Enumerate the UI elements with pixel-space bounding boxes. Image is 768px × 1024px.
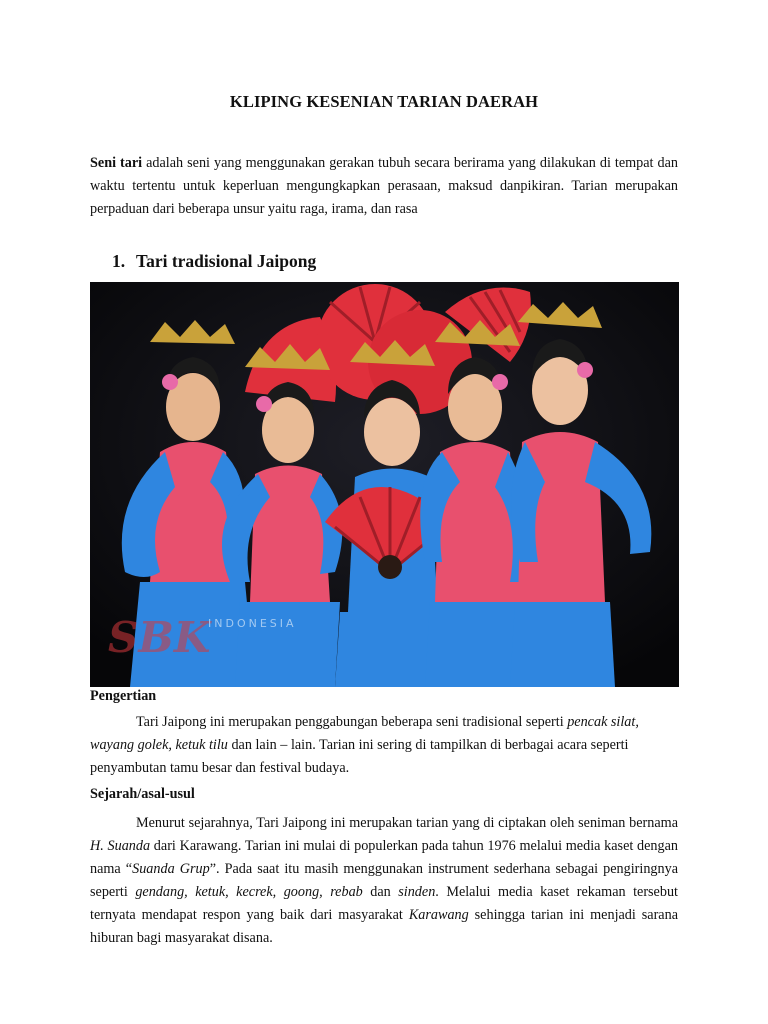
section-title: Tari tradisional Jaipong — [136, 251, 317, 271]
sejarah-heading: Sejarah/asal-usul — [90, 786, 195, 802]
sejarah-text-3: ”. Pada saat itu masih menggunakan instrument sederhana sebagai pengiringnya seperti — [90, 861, 678, 900]
sejarah-text-4: dan — [362, 884, 399, 900]
sejarah-italic-4: sinden — [398, 884, 436, 900]
dancers-illustration — [90, 282, 679, 687]
intro-term: Seni tari — [90, 155, 143, 171]
sejarah-italic-3: gendang, ketuk, kecrek, goong, rebab — [135, 884, 363, 900]
pengertian-paragraph — [90, 711, 678, 780]
intro-text: adalah seni yang menggunakan gerakan tubuh secara berirama yang dilakukan di tempat dan waktu tertentu untuk keperluan mengungkapkan perasaan, maksud danpikiran. Tarian merupakan perpaduan dari beberapa unsur yaitu raga, irama, dan rasa — [90, 155, 678, 217]
page-title: KLIPING KESENIAN TARIAN DAERAH — [229, 92, 539, 111]
sejarah-italic-1: H. Suanda — [90, 838, 151, 854]
pengertian-text-1: Tari Jaipong ini merupakan penggabungan beberapa seni tradisional seperti — [136, 714, 568, 730]
dancers-photo — [90, 282, 679, 687]
intro-paragraph — [90, 152, 678, 221]
sejarah-text-1: Menurut sejarahnya, Tari Jaipong ini merupakan tarian yang di ciptakan oleh seniman bernama — [136, 815, 678, 831]
sejarah-italic-5: Karawang — [408, 907, 469, 923]
sejarah-text-5: . Melalui media kaset rekaman tersebut ternyata mendapat respon yang baik dari masyarakat — [90, 884, 678, 923]
sejarah-italic-2: Suanda Grup — [132, 861, 210, 877]
pengertian-heading: Pengertian — [90, 688, 157, 704]
watermark-sub: INDONESIA — [208, 617, 297, 630]
sejarah-text-2: dari Karawang. Tarian ini mulai di populerkan pada tahun 1976 melalui media kaset dengan nama “ — [90, 838, 678, 877]
pengertian-text-2: dan lain – lain. Tarian ini sering di tampilkan di berbagai acara seperti penyambutan tamu besar dan festival budaya. — [90, 737, 629, 776]
pengertian-italic: pencak silat, wayang golek, ketuk tilu — [90, 714, 639, 753]
sejarah-text-6: sehingga tarian ini menjadi sarana hiburan bagi masyarakat disana. — [90, 907, 679, 946]
sejarah-paragraph — [90, 812, 678, 950]
watermark-main: SBK — [108, 613, 211, 662]
section-heading — [112, 251, 316, 272]
section-number: 1. — [112, 251, 126, 271]
